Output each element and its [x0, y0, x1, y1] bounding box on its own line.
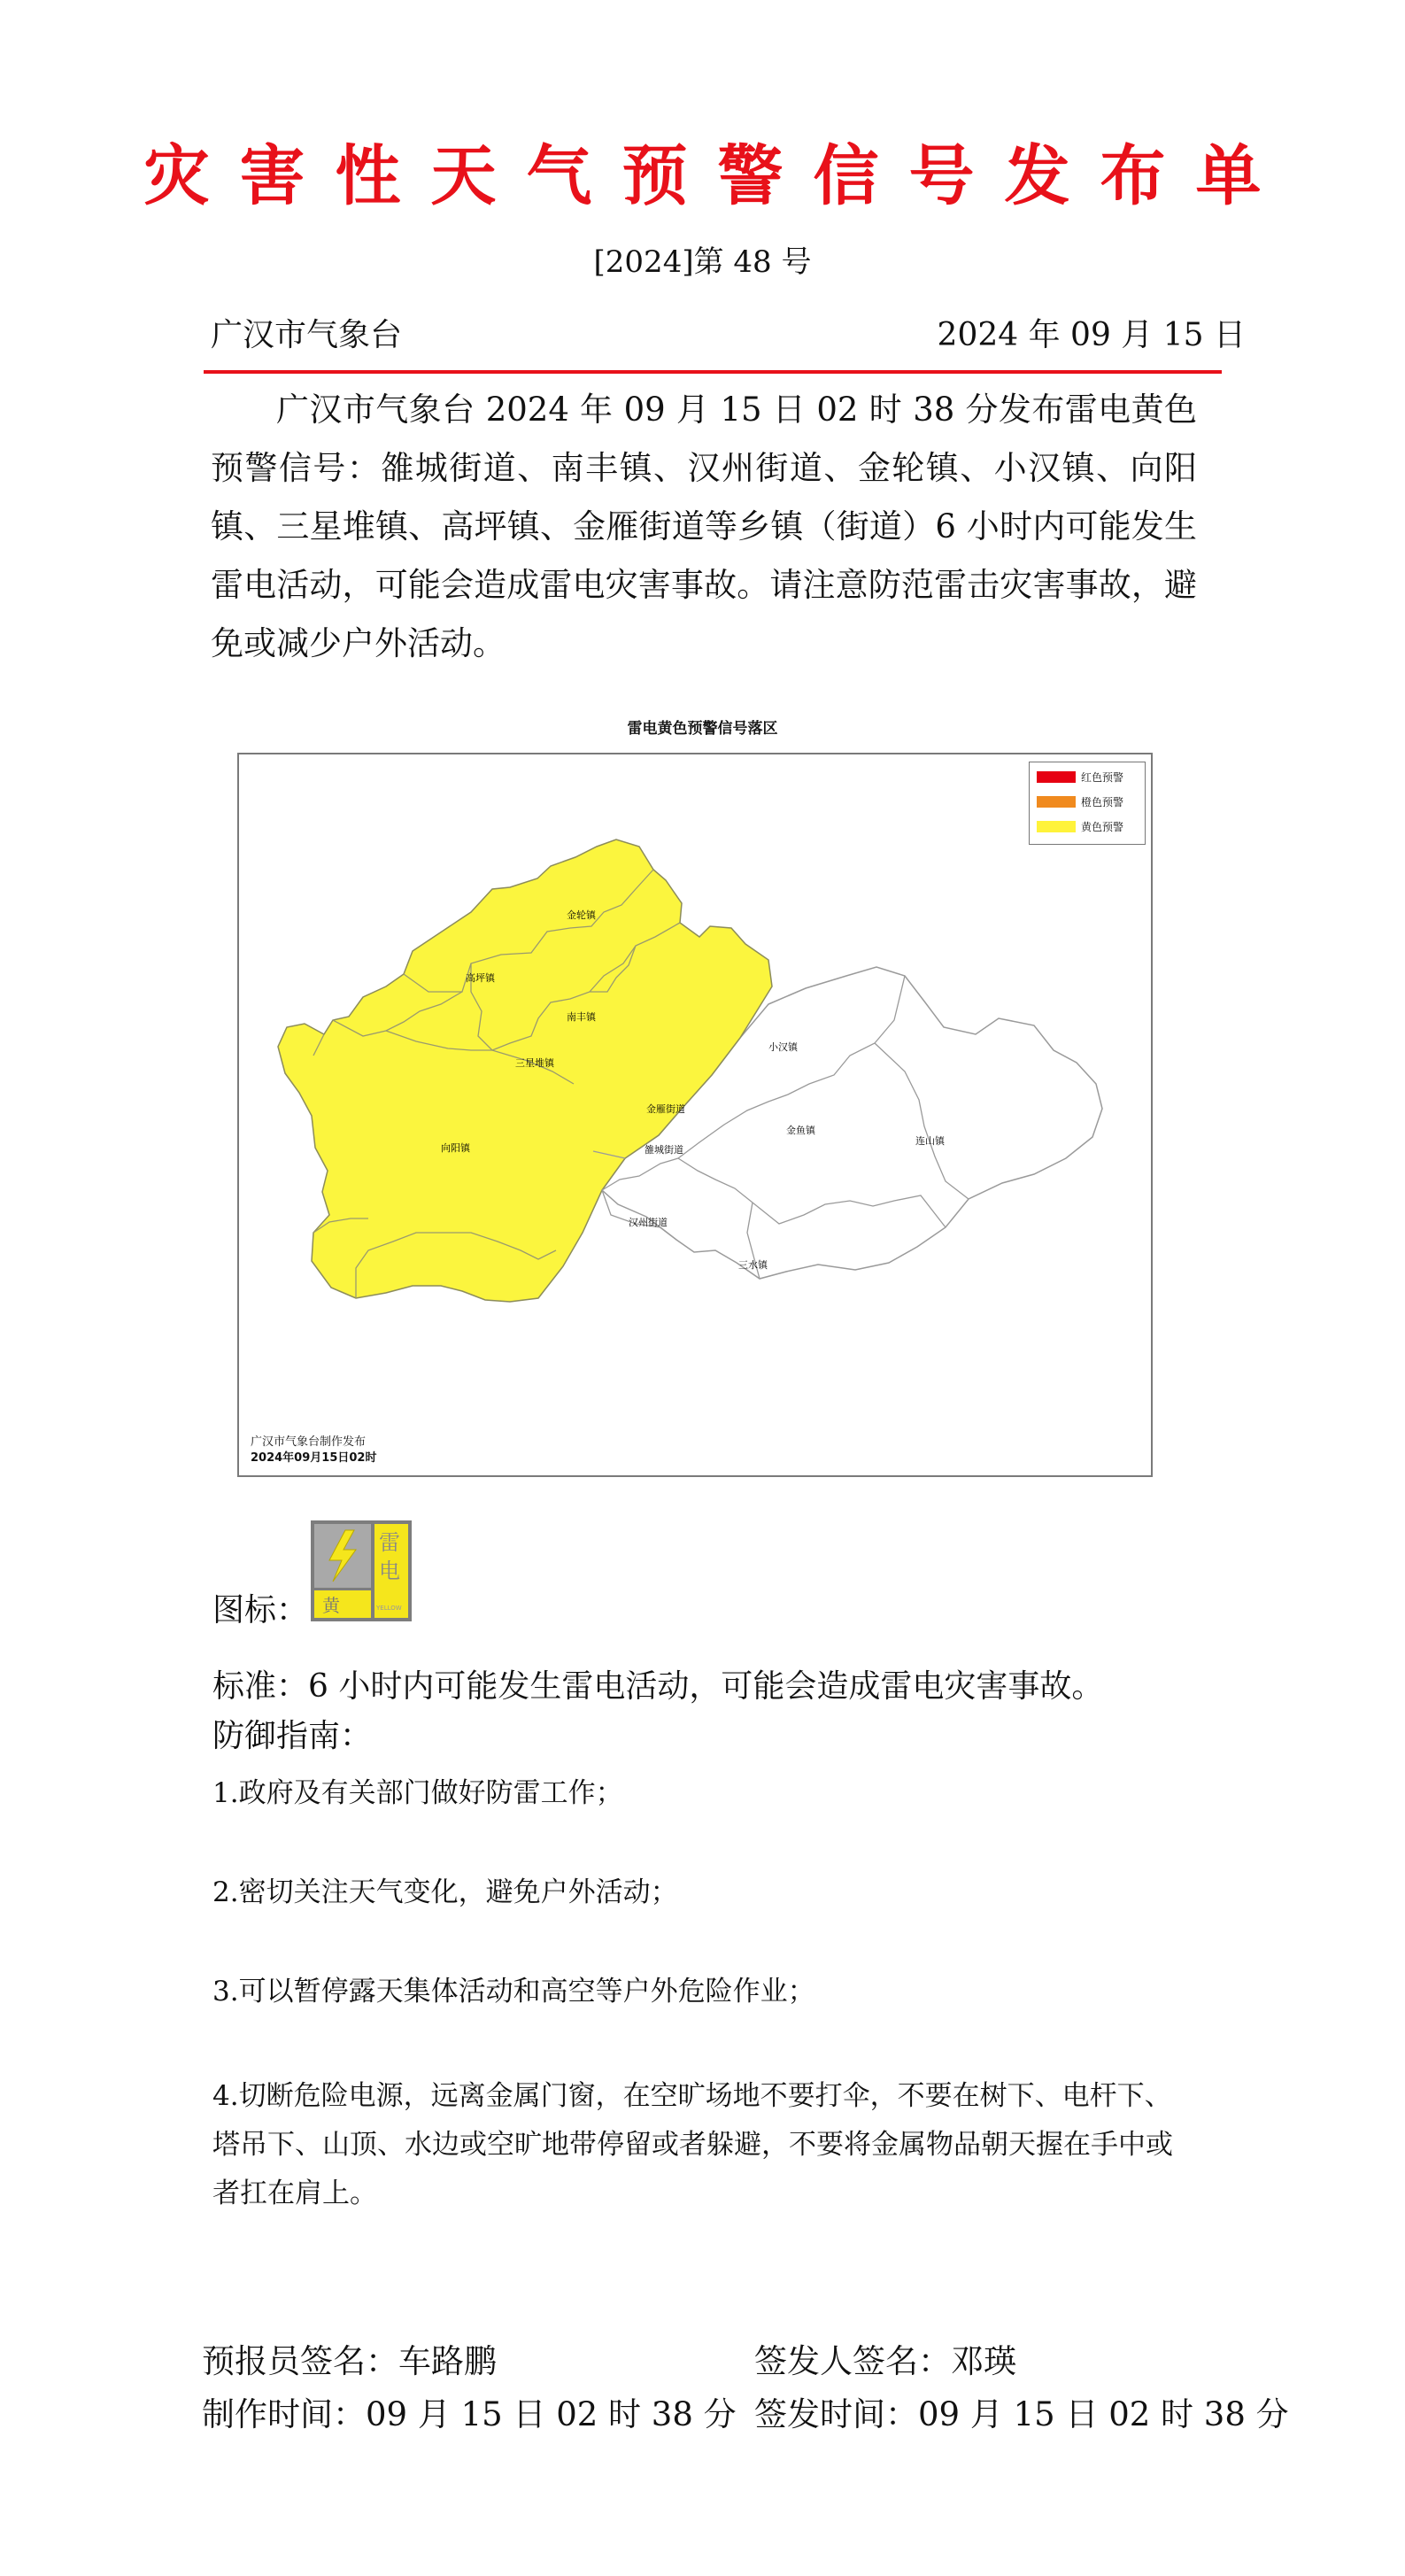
guide-heading: 防御指南：: [212, 1718, 373, 1754]
forecaster-signature: 预报员签名：车路鹏: [202, 2342, 497, 2380]
legend-item-orange: [1037, 794, 1123, 808]
guide-item: 1.政府及有关部门做好防雷工作；: [212, 1777, 623, 1809]
legend-item-yellow: [1037, 819, 1123, 833]
town-label-xiaohan: 小汉镇: [768, 1041, 798, 1053]
town-label-jinyu: 金鱼镇: [786, 1125, 815, 1136]
guide-item: 2.密切关注天气变化，避免户外活动；: [212, 1876, 678, 1908]
warning-standard: 标准：6 小时内可能发生雷电活动，可能会造成雷电灾害事故。: [212, 1668, 1104, 1705]
icon-left-char: 黄: [322, 1595, 340, 1616]
map-footnote: [251, 1435, 376, 1466]
legend-label: 黄色预警: [1081, 820, 1124, 833]
guide-item: 4.切断危险电源，远离金属门窗，在空旷场地不要打伞，不要在树下、电杆下、塔吊下、山顶、水边或空旷地带停留或者躲避，不要将金属物品朝天握在手中或者扛在肩上。: [212, 2080, 1173, 2209]
warning-map: [237, 753, 1153, 1477]
map-canvas: [239, 754, 1151, 1475]
map-footnote-time: 2024年09月15日02时: [251, 1451, 377, 1465]
town-label-jinlun: 金轮镇: [567, 909, 596, 921]
icon-right-char-1: 雷: [379, 1530, 400, 1555]
guide-item: 3.可以暂停露天集体活动和高空等户外危险作业；: [212, 1976, 815, 2007]
town-label-luocheng: 雒城街道: [645, 1144, 683, 1156]
town-label-nanfeng: 南丰镇: [567, 1011, 596, 1023]
icon-right-sub: YELLOW: [376, 1605, 402, 1612]
issue-date: 2024 年 09 月 15 日: [937, 317, 1246, 353]
document-title: 灾害性天气预警信号发布单: [143, 138, 1292, 214]
town-label-sanshui: 三水镇: [738, 1259, 768, 1271]
legend-swatch-yellow: [1037, 821, 1076, 832]
legend-item-red: [1037, 770, 1123, 784]
town-label-jinyan: 金雁街道: [646, 1103, 685, 1115]
map-footnote-issuer: 广汉市气象台制作发布: [251, 1435, 367, 1449]
document-number: [2024]第 48 号: [593, 244, 812, 280]
icon-label: 图标：: [212, 1592, 309, 1628]
thunder-yellow-warning-icon: [310, 1520, 413, 1622]
header-divider: [204, 370, 1222, 374]
town-label-xiangyang: 向阳镇: [441, 1142, 470, 1154]
icon-right-char-2: 电: [379, 1559, 400, 1583]
issue-time: 签发时间：09 月 15 日 02 时 38 分: [754, 2395, 1289, 2433]
made-time: 制作时间：09 月 15 日 02 时 38 分: [202, 2395, 737, 2433]
legend-label: 橙色预警: [1081, 795, 1124, 808]
legend-label: 红色预警: [1081, 770, 1124, 784]
town-label-hanzhou: 汉州街道: [629, 1217, 668, 1228]
warning-paragraph: 广汉市气象台 2024 年 09 月 15 日 02 时 38 分发布雷电黄色预警信号：雒城街道、南丰镇、汉州街道、金轮镇、小汉镇、向阳镇、三星堆镇、高坪镇、金雁街道等乡镇（街道）6 小时内可能发生雷电活动，可能会造成雷电灾害事故。请注意防范雷击灾害事故，避免或减少户外活动。: [211, 391, 1197, 662]
town-label-gaoping: 高坪镇: [466, 972, 495, 984]
town-label-sanxingdui: 三星堆镇: [515, 1057, 554, 1069]
signer-signature: 签发人签名：邓瑛: [754, 2342, 1016, 2380]
legend-swatch-orange: [1037, 796, 1076, 808]
legend-swatch-red: [1037, 771, 1076, 783]
issuer: 广汉市气象台: [211, 317, 403, 353]
map-title: 雷电黄色预警信号落区: [627, 720, 778, 738]
town-label-lianshan: 连山镇: [915, 1135, 945, 1147]
map-legend: [1029, 762, 1146, 845]
